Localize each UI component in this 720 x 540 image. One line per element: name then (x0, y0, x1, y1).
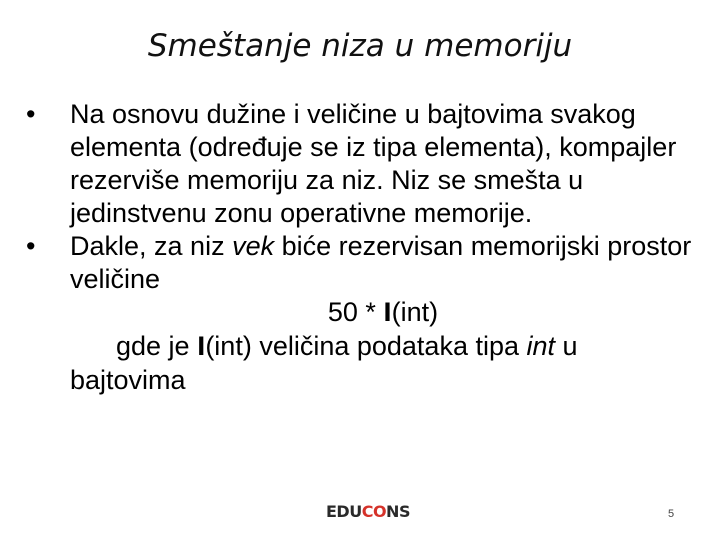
page-title: Smeštanje niza u memoriju (147, 28, 573, 64)
bullet-item-2 (26, 230, 696, 296)
bullet-text-2b: biće rezervisan memorijski prostor veličine (70, 231, 692, 294)
bullet-item-1 (26, 98, 696, 230)
logo-text-c: NS (386, 502, 410, 521)
logo-text-a: EDU (326, 502, 362, 521)
bullet-dot: • (26, 231, 36, 261)
page-number: 5 (668, 508, 675, 520)
formula-line (26, 296, 696, 330)
formula-text-a: 50 * (327, 297, 384, 327)
formula-text-b: (int) (391, 297, 439, 327)
note-text-emph: int (526, 331, 556, 361)
note-text-c: u (555, 331, 578, 361)
bullet-dot: • (26, 99, 36, 129)
note-text-b: (int) veličina podataka tipa (205, 331, 527, 361)
l-symbol: l (383, 299, 392, 327)
bullet-list (26, 98, 696, 397)
note-last-line: bajtovima (70, 365, 186, 395)
logo-text-b: CO (361, 502, 387, 521)
note-text-a: gde je (116, 331, 198, 361)
note-line (26, 330, 696, 364)
bullet-text-1: Na osnovu dužine i veličine u bajtovima svakog elementa (određuje se iz tipa elementa), kompajler rezerviše memoriju za niz. Niz se smešta u jedinstvenu zonu operativne memorije. (70, 99, 677, 228)
bullet-text-2-emph: vek (232, 231, 275, 261)
bullet-text-2a: Dakle, za niz (70, 231, 233, 261)
l-symbol: l (197, 333, 206, 361)
educons-logo (326, 502, 410, 521)
